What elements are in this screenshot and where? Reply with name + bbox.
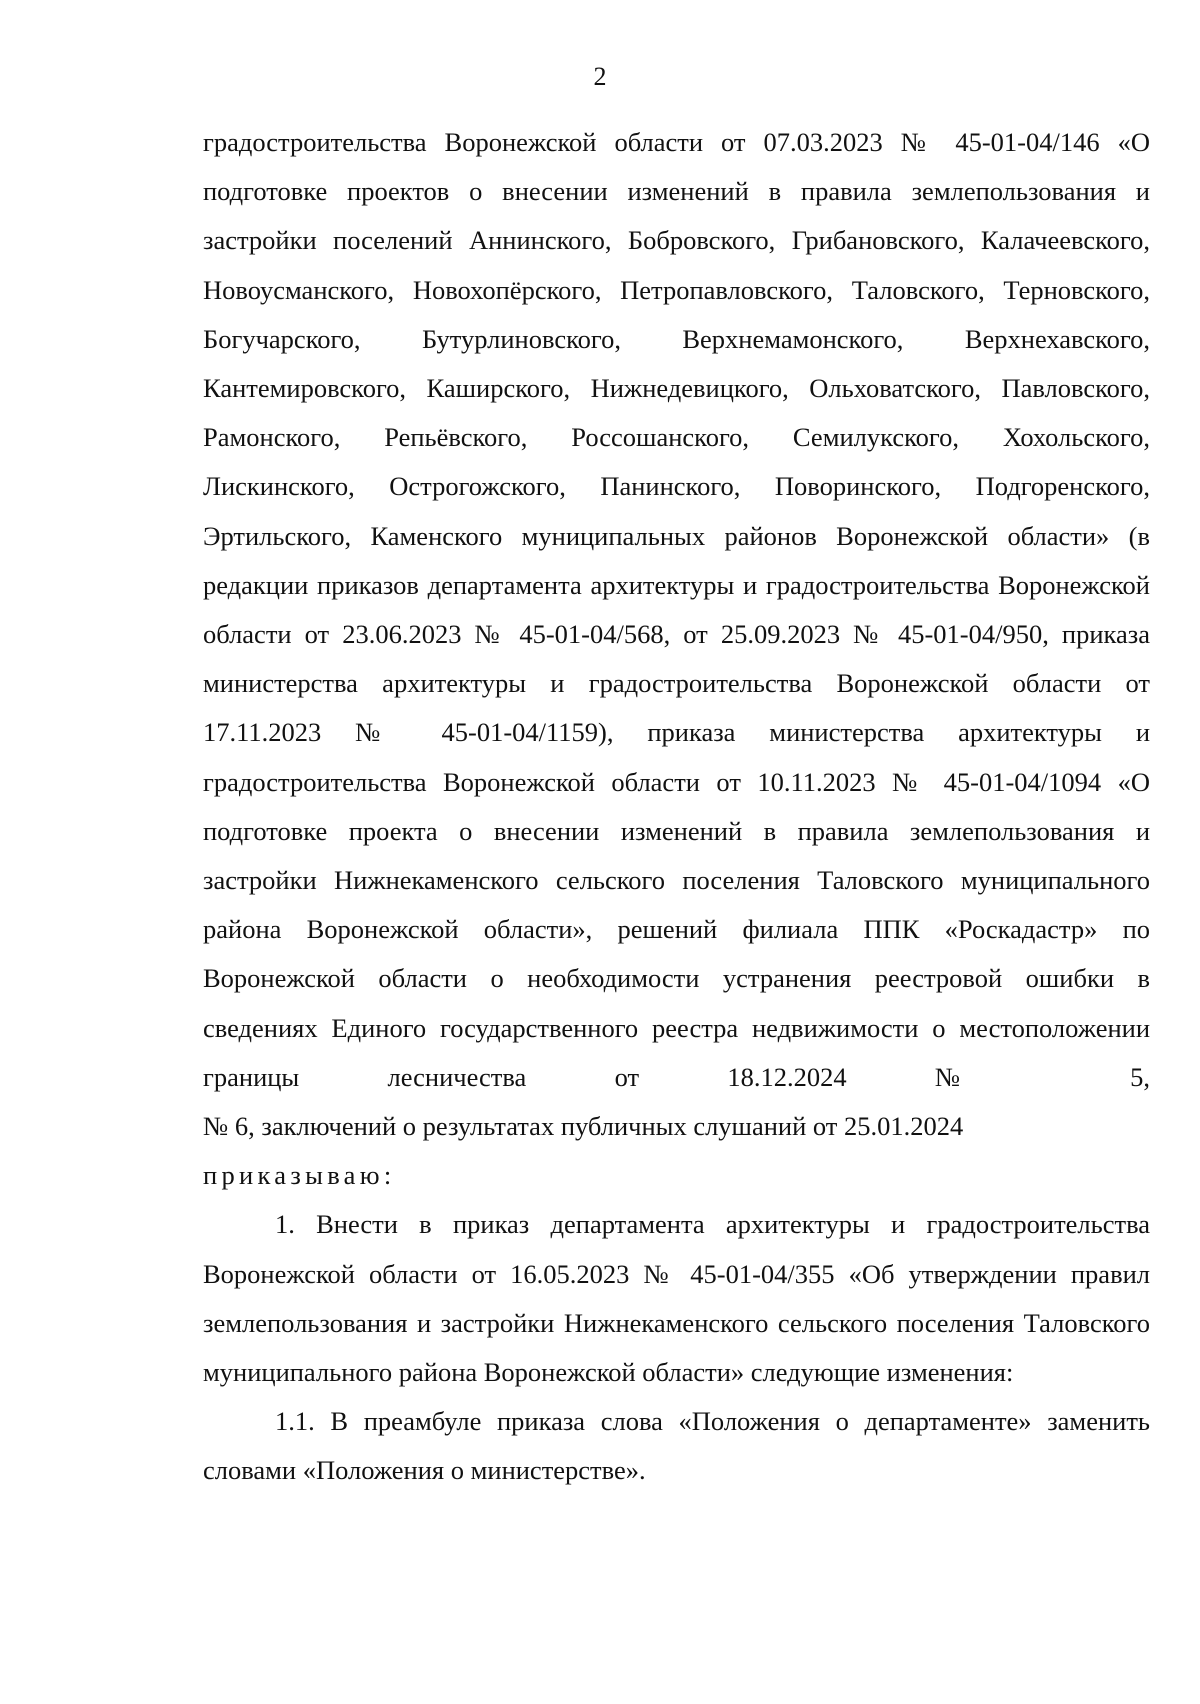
document-body [203, 118, 1150, 1496]
order-item-1: 1. Внести в приказ департамента архитектуры и градостроительства Воронежской области от 16.05.2023 № 45-01-04/355 «Об утверждении правил землепользования и застройки Нижнекаменского сельского поселения Таловского муниципального района Воронежской области» следующие изменения: [203, 1209, 1150, 1388]
order-item-1-1: 1.1. В преамбуле приказа слова «Положения о департаменте» заменить словами «Положения о министерстве». [203, 1406, 1150, 1486]
order-word: приказываю: [203, 1160, 396, 1191]
preamble-last-line: № 6, заключений о результатах публичных слушаний от 25.01.2024 [203, 1111, 964, 1142]
preamble-paragraph: градостроительства Воронежской области от 07.03.2023 № 45-01-04/146 «О подготовке проектов о внесении изменений в правила землепользования и застройки поселений Аннинского, Бобровского, Грибановского, Калачеевского, Новоусманского, Новохопёрского, Петропавловского, Таловского, Терновского, Богучарского, Бутурлиновского, Верхнемамонского, Верхнехавского, Кантемировского, Каширского, Нижнедевицкого, Ольховатского, Павловского, Рамонского, Репьёвского, Россошанского, Семилукского, Хохольского, Лискинского, Острогожского, Панинского, Поворинского, Подгоренского, Эртильского, Каменского муниципальных районов Воронежской области» (в редакции приказов департамента архитектуры и градостроительства Воронежской области от 23.06.2023 № 45-01-04/568, от 25.09.2023 № 45-01-04/950, приказа министерства архитектуры и градостроительства Воронежской области от 17.11.2023 № 45-01-04/1159), приказа министерства архитектуры и градостроительства Воронежской области от 10.11.2023 № 45-01-04/1094 «О подготовке проекта о внесении изменений в правила землепользования и застройки Нижнекаменского сельского поселения Таловского муниципального района Воронежской области», решений филиала ППК «Роскадастр» по Воронежской области о необходимости устранения реестровой ошибки в сведениях Единого государственного реестра недвижимости о местоположении границы лесничества от 18.12.2024 № 5, [203, 127, 1150, 1092]
page-number: 2 [593, 62, 607, 91]
